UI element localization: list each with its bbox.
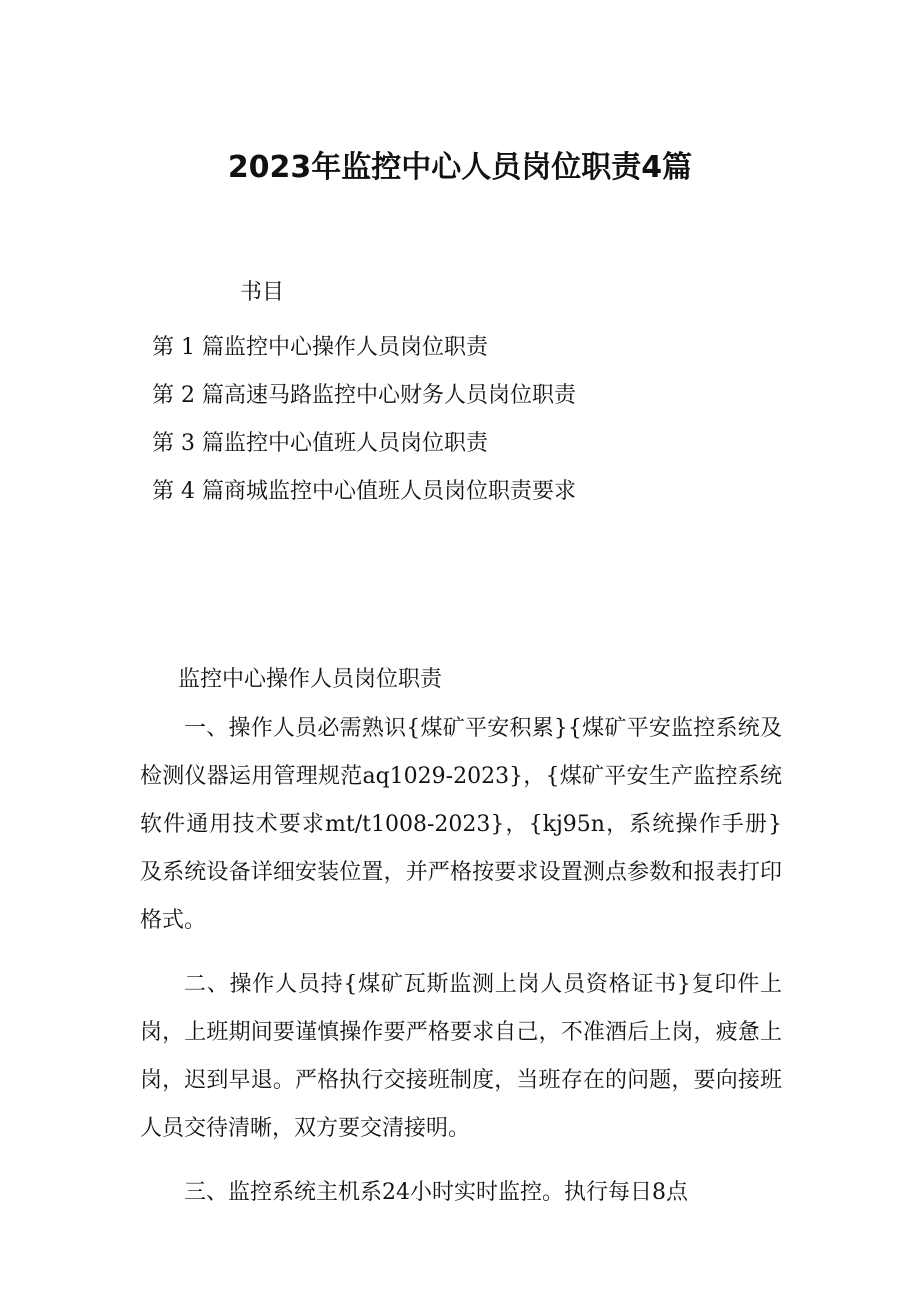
section-heading: 监控中心操作人员岗位职责 [178, 667, 443, 692]
body-text [140, 705, 782, 1233]
toc-heading: 书目 [240, 280, 285, 305]
toc-item-3: 第 3 篇监控中心值班人员岗位职责 [152, 431, 488, 456]
toc-item-4: 第 4 篇商城监控中心值班人员岗位职责要求 [152, 479, 576, 504]
toc-item-1: 第 1 篇监控中心操作人员岗位职责 [152, 335, 488, 360]
paragraph-3: 三、监控系统主机系24小时实时监控。执行每日8点 [184, 1180, 688, 1205]
paragraph-1: 一、操作人员必需熟识{煤矿平安积累}{煤矿平安监控系统及检测仪器运用管理规范aq1029-2023}，{煤矿平安生产监控系统软件通用技术要求mt/t1008-2023}，{kj95n，系统操作手册}及系统设备详细安装位置，并严格按要求设置测点参数和报表打印格式。 [140, 716, 782, 933]
table-of-contents [152, 324, 576, 516]
document-title: 2023年监控中心人员岗位职责4篇 [227, 150, 693, 185]
paragraph-2: 二、操作人员持{煤矿瓦斯监测上岗人员资格证书}复印件上岗，上班期间要谨慎操作要严格要求自己，不准酒后上岗，疲惫上岗，迟到早退。严格执行交接班制度，当班存在的问题，要向接班人员交待清晰，双方要交清接明。 [140, 972, 782, 1141]
toc-item-2: 第 2 篇高速马路监控中心财务人员岗位职责 [152, 383, 576, 408]
